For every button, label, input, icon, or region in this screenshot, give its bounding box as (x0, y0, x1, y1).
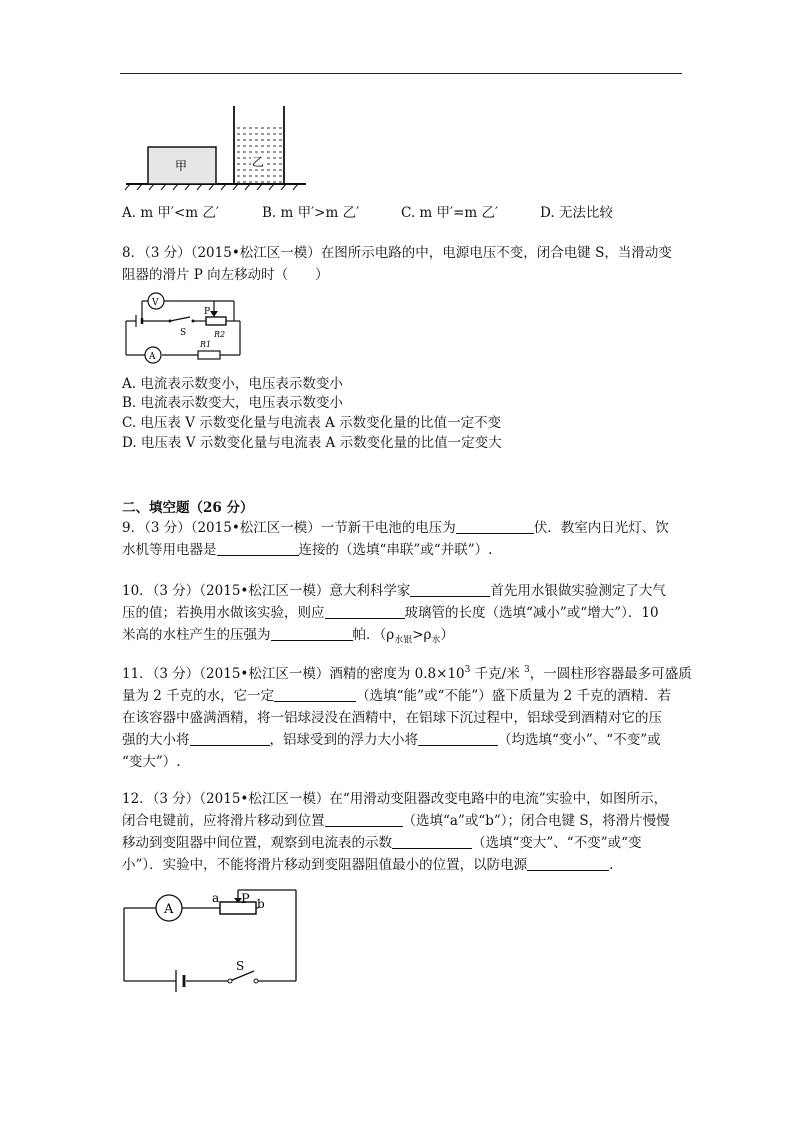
terminal-label-a: a (212, 891, 220, 905)
resistor-label-r2: R2 (214, 330, 226, 339)
q7-option-b: B. m 甲′>m 乙′ (262, 205, 360, 221)
answer-blank[interactable] (325, 604, 405, 619)
q8-option-d: D. 电压表 V 示数变化量与电流表 A 示数变化量的比值一定变大 (122, 435, 502, 451)
q10-line-2: 压的值；若换用水做该实验，则应 玻璃管的长度（选填“减小”或“增大”）．10 (122, 605, 659, 621)
svg-text:A: A (164, 902, 174, 917)
svg-text:A: A (149, 352, 156, 362)
q8-option-b: B. 电流表示数变大，电压表示数变小 (122, 395, 344, 411)
q7-option-d: D. 无法比较 (540, 205, 613, 221)
answer-blank[interactable] (274, 687, 356, 702)
resistor-label-r1: R1 (200, 340, 212, 349)
slider-label-p: P (241, 892, 250, 907)
label-yi: 乙 (252, 155, 265, 169)
q7-option-c: C. m 甲′=m 乙′ (401, 205, 499, 221)
q8-option-a: A. 电流表示数变小，电压表示数变小 (122, 376, 343, 392)
q12-line-4: 小”）．实验中，不能将滑片移动到变阻器阻值最小的位置，以防电源 . (122, 857, 614, 873)
answer-blank[interactable] (392, 834, 472, 849)
q7-figure (120, 100, 310, 192)
label-jia: 甲 (175, 159, 188, 173)
answer-blank[interactable] (271, 626, 353, 641)
svg-text:V: V (152, 298, 159, 308)
q12-line-1: 12．（3 分）（2015•松江区一模）在“用滑动变阻器改变电路中的电流”实验中，如图所示， (122, 791, 668, 807)
q12-line-2: 闭合电键前，应将滑片移动到位置 （选填“a”或“b”）；闭合电键 S，将滑片慢慢 (122, 813, 670, 829)
slider-label-p: P (204, 307, 211, 317)
container-yi (234, 106, 284, 184)
q11-line-1: 11．（3 分）（2015•松江区一模）酒精的密度为 $0.8\times 10^3$ 千克/米 $^3$，一圆柱形容器最多可盛质 (122, 665, 692, 682)
q11-line-2: 量为 2 千克的水，它一定 （选填“能”或“不能”）盛下质量为 2 千克的酒精．若 (122, 688, 671, 704)
q10-line-3: 米高的水柱产生的压强为 帕．$(\rho_{水银}>\rho_水)$ (122, 627, 454, 646)
q12-line-3: 移动到变阻器中间位置，观察到电流表的示数 （选填“变大”、“不变”或“变 (122, 835, 642, 851)
q9-line-1: 9．（3 分）（2015•松江区一模）一节新干电池的电压为 伏．教室内日光灯、饮 (122, 520, 669, 536)
q11-line-4: 强的大小将 ，铝球受到的浮力大小将 （均选填“变小”、“不变”或 (122, 732, 661, 748)
answer-blank[interactable] (418, 731, 498, 746)
q7-option-a: A. m 甲′<m 乙′ (122, 205, 219, 221)
header-rule (120, 73, 682, 74)
q10-line-1: 10．（3 分）（2015•松江区一模）意大利科学家 首先用水银做实验测定了大气 (122, 583, 666, 599)
q11-line-5: “变大”）. (122, 754, 181, 770)
q8-circuit-figure (122, 287, 244, 369)
answer-blank[interactable] (325, 812, 403, 827)
answer-blank[interactable] (410, 582, 490, 597)
switch-label-s: S (180, 328, 187, 338)
q11-line-3: 在该容器中盛满酒精，将一铝球浸没在酒精中，在铝球下沉过程中，铝球受到酒精对它的压 (122, 710, 662, 726)
q8-stem-line-1: 8．（3 分）（2015•松江区一模）在图所示电路的中，电源电压不变，闭合电键 S，当滑动变 (122, 245, 672, 261)
q8-option-c: C. 电压表 V 示数变化量与电流表 A 示数变化量的比值一定不变 (122, 415, 502, 431)
switch-label-s: S (236, 959, 245, 973)
answer-blank[interactable] (456, 519, 534, 534)
q8-stem-line-2: 阻器的滑片 P 向左移动时（ ） (122, 267, 329, 283)
answer-blank[interactable] (190, 731, 270, 746)
q12-circuit-figure (118, 884, 304, 994)
answer-blank[interactable] (217, 541, 299, 556)
section-title: 二、填空题（26 分） (122, 500, 254, 516)
terminal-label-b: b (257, 897, 265, 911)
q9-line-2: 水机等用电器是 连接的（选填“串联”或“并联”）. (122, 542, 493, 558)
answer-blank[interactable] (527, 856, 609, 871)
